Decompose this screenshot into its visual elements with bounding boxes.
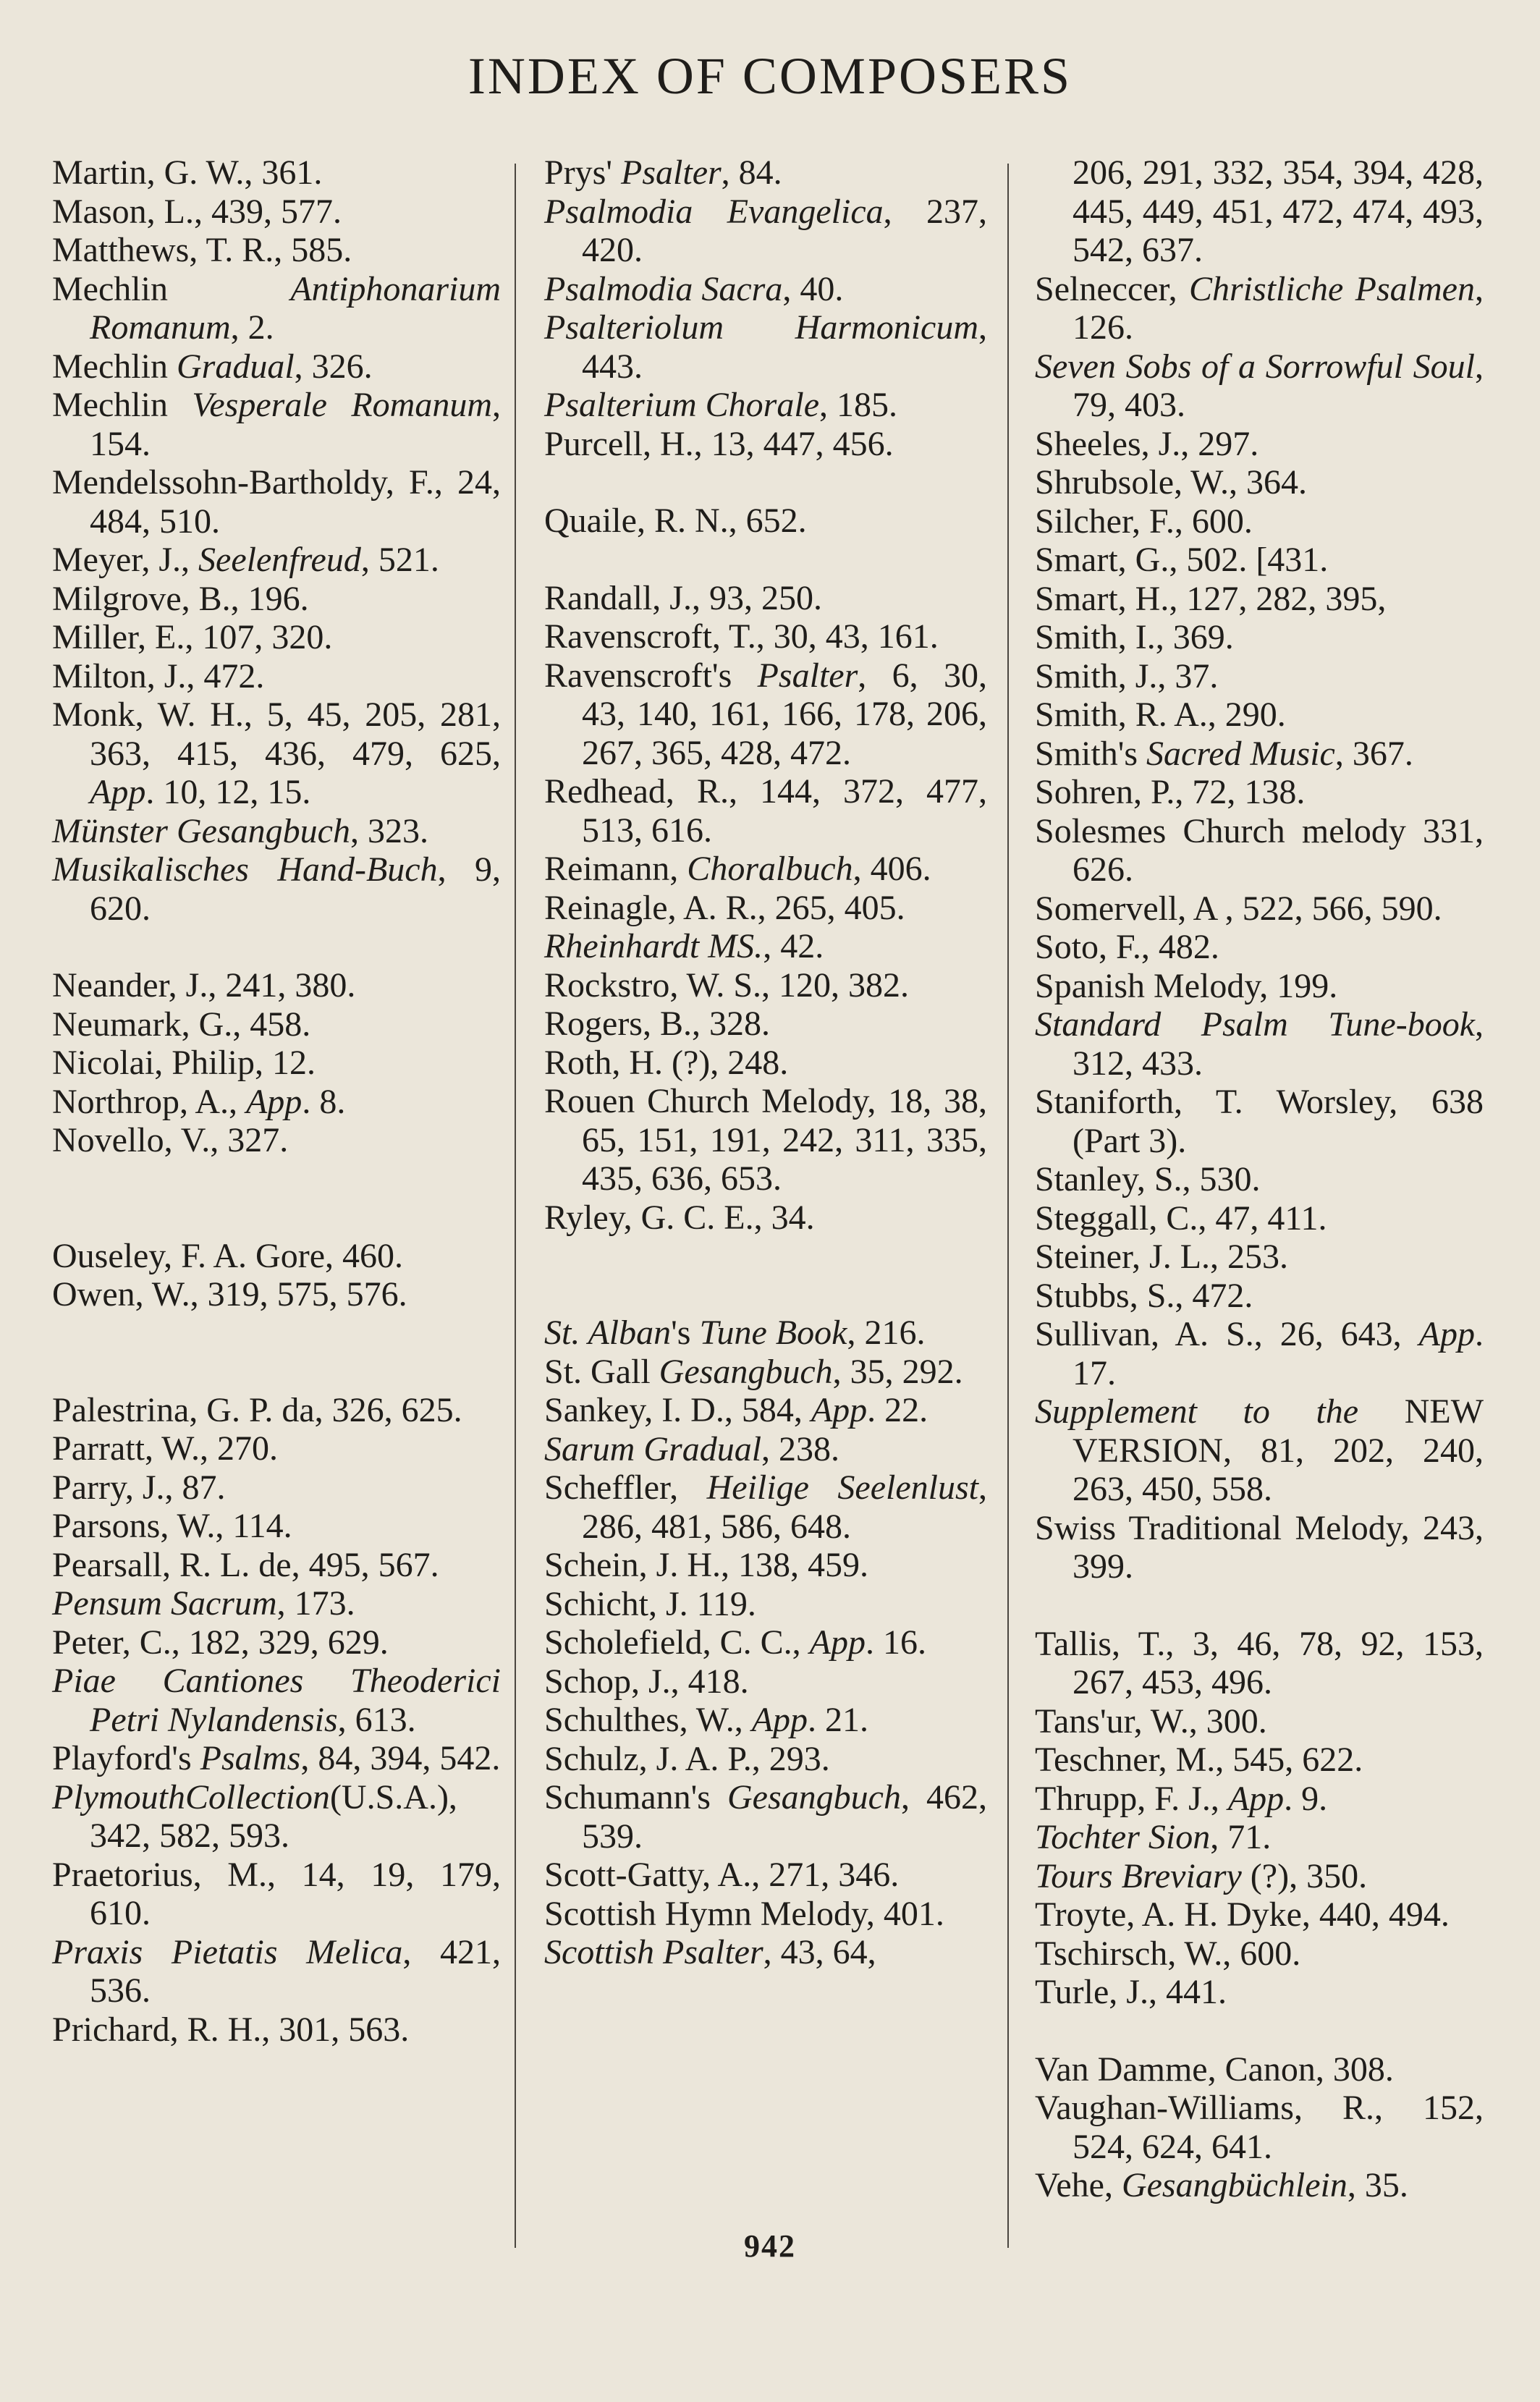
entry-text: , 216. — [847, 1314, 926, 1352]
index-entry — [52, 193, 501, 232]
index-entry — [544, 1895, 987, 1934]
entry-text: Monk, W. H., 5, 45, 205, 281, 363, 415, 436, 479, 625, — [52, 695, 501, 773]
entry-title-italic: Vesperale Romanum — [192, 386, 492, 424]
entry-text: Novello, V., 327. — [52, 1121, 289, 1159]
index-entry — [544, 425, 987, 464]
entry-text: Schulz, J. A. P., 293. — [544, 1739, 830, 1778]
index-entry — [52, 1083, 501, 1122]
index-entry — [1035, 2089, 1484, 2166]
entry-text: . 22. — [867, 1391, 928, 1429]
index-entry — [544, 850, 987, 889]
entry-text: Vaughan-Williams, R., 152, 524, 624, 641. — [1035, 2089, 1484, 2166]
entry-text: Mason, L., 439, 577. — [52, 192, 342, 231]
entry-text: , 421, 536. — [90, 1932, 502, 2010]
entry-spacer — [544, 463, 987, 502]
entry-spacer — [544, 1237, 987, 1314]
index-entry — [52, 347, 501, 386]
index-entry — [1035, 1934, 1484, 1974]
entry-text: Quaile, R. N., 652. — [544, 502, 807, 540]
index-entry — [52, 850, 501, 928]
entry-text: , 521. — [360, 541, 439, 579]
entry-text: Milton, J., 472. — [52, 656, 265, 695]
index-entry — [52, 1623, 501, 1662]
entry-text: Selneccer, — [1035, 269, 1189, 308]
index-entry — [1035, 1083, 1484, 1160]
entry-text: Smart, H., 127, 282, 395, — [1035, 579, 1387, 618]
entry-title-italic: Seven Sobs of a Sorrowful Soul — [1035, 347, 1475, 386]
index-entry — [52, 1933, 501, 2010]
entry-text: Ravenscroft's — [544, 656, 758, 695]
index-entry — [52, 1468, 501, 1507]
entry-title-italic: Psalmodia Sacra — [544, 269, 783, 308]
entry-text: . 10, 12, 15. — [145, 773, 311, 811]
entry-title-italic: Sarum Gradual — [544, 1429, 762, 1468]
index-column-1 — [52, 153, 501, 2049]
index-entry — [1035, 1005, 1484, 1083]
entry-text: , 367. — [1334, 734, 1413, 773]
entry-title-italic: Christliche Psalmen — [1188, 269, 1475, 308]
entry-text: 's — [671, 1314, 700, 1352]
entry-spacer — [52, 1314, 501, 1391]
index-entry — [1035, 1702, 1484, 1741]
entry-title-italic: Tune Book — [699, 1314, 847, 1352]
index-entry — [1035, 153, 1484, 270]
entry-text: , 9, 620. — [90, 850, 501, 928]
index-entry — [544, 1778, 987, 1856]
entry-title-italic: Psalterium Chorale — [544, 386, 819, 424]
index-entry — [52, 1507, 501, 1546]
entry-text: Troyte, A. H. Dyke, 440, 494. — [1035, 1895, 1450, 1934]
entry-text: Scheffler, — [544, 1468, 707, 1507]
entry-title-italic: Psalms — [200, 1739, 301, 1777]
entry-text: Scholefield, C. C., — [544, 1623, 810, 1662]
entry-text: Smith, I., 369. — [1035, 618, 1234, 656]
index-entry — [52, 580, 501, 619]
entry-text: Schicht, J. 119. — [544, 1584, 756, 1623]
index-entry — [544, 308, 987, 386]
index-entry — [52, 1275, 501, 1314]
index-entry — [1035, 1160, 1484, 1199]
entry-text: Vehe, — [1035, 2166, 1122, 2204]
entry-text: . 17. — [1072, 1315, 1484, 1392]
index-column-3 — [1035, 153, 1484, 2205]
index-entry — [52, 270, 501, 347]
index-entry — [544, 656, 987, 773]
entry-text: Smith, J., 37. — [1035, 656, 1219, 695]
entry-text: Parry, J., 87. — [52, 1468, 226, 1507]
page-title: INDEX OF COMPOSERS — [468, 47, 1072, 105]
entry-text: , 237, 420. — [582, 192, 987, 269]
index-entry — [544, 270, 987, 309]
index-entry — [52, 386, 501, 463]
entry-text: Thrupp, F. J., — [1035, 1779, 1228, 1818]
entry-title-italic: App — [751, 1701, 808, 1739]
entry-title-italic: App — [1418, 1315, 1475, 1353]
entry-title-italic: Tours Breviary — [1035, 1856, 1242, 1895]
index-entry — [52, 2010, 501, 2050]
index-entry — [544, 1701, 987, 1740]
entry-text: Stubbs, S., 472. — [1035, 1276, 1253, 1315]
entry-text: Prys' — [544, 153, 622, 192]
index-entry — [52, 541, 501, 580]
entry-text: Meyer, J., — [52, 541, 199, 579]
entry-text: Milgrove, B., 196. — [52, 579, 309, 618]
index-entry — [1035, 1895, 1484, 1934]
entry-title-italic: Psalter — [621, 153, 722, 192]
entry-text: Randall, J., 93, 250. — [544, 578, 822, 617]
entry-title-italic: Gesangbuch — [727, 1778, 901, 1817]
entry-text: Mechlin — [52, 269, 291, 308]
index-column-2 — [544, 153, 987, 1972]
index-entry — [1035, 1392, 1484, 1509]
index-entry — [544, 386, 987, 425]
entry-text: Smith's — [1035, 734, 1147, 773]
entry-text: Scottish Hymn Melody, 401. — [544, 1894, 944, 1933]
index-entry — [1035, 2166, 1484, 2205]
entry-title-italic: Choralbuch — [687, 850, 853, 888]
index-entry — [544, 1933, 987, 1972]
entry-text: NEW VERSION, 81, 202, 240, 263, 450, 558. — [1072, 1392, 1484, 1508]
entry-text: Ryley, G. C. E., 34. — [544, 1198, 815, 1237]
entry-text: , 35. — [1347, 2166, 1408, 2204]
entry-text: Schein, J. H., 138, 459. — [544, 1546, 868, 1584]
entry-text: Palestrina, G. P. da, 326, 625. — [52, 1390, 462, 1429]
index-entry — [544, 1856, 987, 1895]
entry-text: , 173. — [276, 1584, 355, 1623]
index-entry — [1035, 1818, 1484, 1857]
entry-text: Reinagle, A. R., 265, 405. — [544, 888, 905, 927]
entry-text: Rouen Church Melody, 18, 38, 65, 151, 191, 242, 311, 335, 435, 636, 653. — [544, 1082, 987, 1198]
entry-title-italic: Psalter — [757, 656, 858, 695]
entry-text: Martin, G. W., 361. — [52, 153, 323, 192]
entry-text: Spanish Melody, 199. — [1035, 966, 1338, 1005]
index-entry — [1035, 270, 1484, 347]
entry-text: Prichard, R. H., 301, 563. — [52, 2010, 410, 2049]
entry-text: Parsons, W., 114. — [52, 1507, 292, 1545]
entry-text: , 443. — [582, 308, 987, 386]
entry-text: , 2. — [230, 308, 274, 347]
index-entry — [1035, 695, 1484, 735]
index-entry — [1035, 928, 1484, 967]
index-entry — [544, 1585, 987, 1624]
index-entry — [1035, 502, 1484, 541]
index-entry — [1035, 425, 1484, 464]
index-entry — [544, 1353, 987, 1392]
entry-text: , 6, 30, 43, 140, 161, 166, 178, 206, 267, 365, 428, 472. — [582, 656, 987, 772]
entry-text: , 286, 481, 586, 648. — [582, 1468, 987, 1546]
entry-text: Staniforth, T. Worsley, 638 (Part 3). — [1035, 1083, 1484, 1160]
entry-title-italic: Antiphonarium Romanum — [90, 269, 501, 347]
entry-text: Solesmes Church melody 331, 626. — [1035, 811, 1484, 889]
index-entry — [544, 1082, 987, 1198]
index-entry — [544, 1740, 987, 1779]
entry-text: Neander, J., 241, 380. — [52, 966, 356, 1005]
entry-text: Reimann, — [544, 850, 688, 888]
entry-text: , 323. — [350, 811, 428, 850]
entry-text: Sohren, P., 72, 138. — [1035, 773, 1306, 811]
entry-text: , 43, 64, — [763, 1933, 876, 1971]
entry-text: (U.S.A.), 342, 582, 593. — [90, 1777, 457, 1855]
entry-text: Turle, J., 441. — [1035, 1973, 1227, 2011]
entry-spacer — [1035, 1586, 1484, 1625]
entry-title-italic: Scottish Psalter — [544, 1933, 763, 1971]
entry-title-italic: PlymouthCollection — [52, 1777, 330, 1817]
index-entry — [544, 617, 987, 656]
entry-text: Pearsall, R. L. de, 495, 567. — [52, 1545, 439, 1584]
index-entry — [544, 772, 987, 850]
entry-text: Parratt, W., 270. — [52, 1429, 278, 1468]
index-entry — [52, 1391, 501, 1430]
index-entry — [544, 1005, 987, 1044]
entry-title-italic: Pensum Sacrum — [52, 1584, 277, 1623]
index-entry — [544, 153, 987, 193]
entry-text: , 613. — [337, 1700, 416, 1739]
index-entry — [544, 502, 987, 541]
index-entry — [544, 579, 987, 618]
entry-title-italic: St. Alban — [544, 1314, 672, 1352]
entry-text: Purcell, H., 13, 447, 456. — [544, 424, 894, 463]
entry-text: , 84. — [721, 153, 782, 192]
index-entry — [544, 1623, 987, 1662]
index-entry — [52, 1662, 501, 1739]
index-entry — [52, 1121, 501, 1160]
entry-spacer — [544, 541, 987, 579]
entry-text: Ravenscroft, T., 30, 43, 161. — [544, 617, 939, 656]
index-entry — [52, 1856, 501, 1933]
entry-text: Rogers, B., 328. — [544, 1005, 770, 1043]
entry-text: (?), 350. — [1241, 1856, 1368, 1895]
page-number: 942 — [744, 2228, 796, 2264]
index-entry — [52, 618, 501, 657]
index-entry — [1035, 735, 1484, 774]
index-entry — [544, 1468, 987, 1546]
entry-title-italic: Psalteriolum Harmonicum — [544, 308, 978, 347]
entry-text: , 126. — [1072, 269, 1484, 347]
entry-text: , 312, 433. — [1072, 1005, 1484, 1083]
entry-text: Mechlin — [52, 347, 177, 386]
entry-text: Scott-Gatty, A., 271, 346. — [544, 1856, 900, 1894]
entry-text: Playford's — [52, 1739, 200, 1777]
index-entry — [544, 193, 987, 270]
entry-text: Tschirsch, W., 600. — [1035, 1934, 1301, 1973]
entry-title-italic: Münster Gesangbuch — [52, 811, 350, 850]
entry-text: Roth, H. (?), 248. — [544, 1043, 789, 1082]
index-entry — [1035, 812, 1484, 889]
index-entry — [1035, 657, 1484, 696]
entry-text: Smart, G., 502. [431. — [1035, 541, 1329, 579]
index-entry — [544, 1662, 987, 1701]
entry-text: , 84, 394, 542. — [300, 1739, 501, 1777]
index-entry — [52, 1739, 501, 1778]
entry-title-italic: App — [811, 1391, 868, 1429]
entry-text: Schulthes, W., — [544, 1701, 752, 1739]
index-entry — [1035, 580, 1484, 619]
entry-text: Swiss Traditional Melody, 243, 399. — [1035, 1508, 1484, 1586]
entry-text: , 154. — [90, 386, 501, 463]
entry-text: Mendelssohn-Bartholdy, F., 24, 484, 510. — [52, 463, 501, 541]
entry-title-italic: App — [245, 1082, 302, 1121]
index-entry — [1035, 1199, 1484, 1238]
index-entry — [52, 1584, 501, 1623]
index-entry — [1035, 347, 1484, 425]
index-entry — [1035, 1277, 1484, 1316]
index-entry — [544, 1430, 987, 1469]
entry-text: Peter, C., 182, 329, 629. — [52, 1623, 389, 1662]
index-entry — [52, 657, 501, 696]
entry-title-italic: App — [1227, 1779, 1285, 1818]
entry-title-italic: Rheinhardt MS. — [544, 927, 763, 965]
entry-text: . 16. — [865, 1623, 926, 1662]
entry-text: Miller, E., 107, 320. — [52, 618, 333, 656]
entry-text: Sheeles, J., 297. — [1035, 424, 1259, 463]
index-entry — [544, 1546, 987, 1585]
index-entry — [544, 889, 987, 928]
entry-text: Van Damme, Canon, 308. — [1035, 2050, 1394, 2089]
index-entry — [1035, 1741, 1484, 1780]
index-entry — [52, 463, 501, 541]
entry-title-italic: Praxis Pietatis Melica — [52, 1932, 403, 1971]
entry-text: Soto, F., 482. — [1035, 928, 1219, 966]
entry-text: Steggall, C., 47, 411. — [1035, 1198, 1327, 1238]
entry-text: . 9. — [1284, 1779, 1328, 1818]
entry-text: Owen, W., 319, 575, 576. — [52, 1275, 407, 1314]
entry-text: , 79, 403. — [1072, 347, 1484, 424]
entry-text: , 71. — [1210, 1818, 1272, 1856]
index-entry — [1035, 1857, 1484, 1896]
index-entry — [52, 231, 501, 270]
index-entry — [544, 1314, 987, 1353]
entry-spacer — [52, 928, 501, 966]
entry-text: Teschner, M., 545, 622. — [1035, 1741, 1363, 1779]
entry-text: Tallis, T., 3, 46, 78, 92, 153, 267, 453, 496. — [1035, 1624, 1484, 1701]
entry-text: Northrop, A., — [52, 1082, 246, 1121]
entry-text: , 462, 539. — [582, 1778, 988, 1856]
index-entry — [1035, 1509, 1484, 1586]
entry-spacer — [1035, 2012, 1484, 2050]
index-entry — [1035, 618, 1484, 657]
entry-text: , 40. — [782, 269, 844, 308]
index-entry — [1035, 1238, 1484, 1277]
entry-text: Schop, J., 418. — [544, 1662, 749, 1701]
entry-title-italic: Gesangbüchlein — [1121, 2166, 1348, 2204]
entry-title-italic: Seelenfreud — [198, 541, 361, 579]
entry-text: Praetorius, M., 14, 19, 179, 610. — [52, 1855, 501, 1932]
index-entry — [1035, 1973, 1484, 2012]
entry-text: Rockstro, W. S., 120, 382. — [544, 965, 910, 1005]
entry-text: , 406. — [852, 850, 931, 888]
entry-text: St. Gall — [544, 1352, 659, 1391]
entry-title-italic: Musikalisches Hand-Buch — [52, 850, 438, 889]
index-entry — [544, 966, 987, 1005]
index-entry — [52, 1429, 501, 1468]
entry-text: Ouseley, F. A. Gore, 460. — [52, 1236, 403, 1275]
index-entry — [1035, 889, 1484, 929]
index-entry — [544, 1044, 987, 1083]
entry-text: Matthews, T. R., 585. — [52, 231, 352, 269]
entry-title-italic: App — [90, 773, 146, 811]
entry-title-italic: Gesangbuch — [659, 1352, 833, 1391]
index-entry — [52, 1005, 501, 1044]
entry-text: Stanley, S., 530. — [1035, 1160, 1261, 1198]
index-entry — [1035, 541, 1484, 580]
entry-text: Somervell, A , 522, 566, 590. — [1035, 889, 1442, 928]
index-entry — [1035, 1315, 1484, 1392]
entry-title-italic: Heilige Seelenlust — [706, 1468, 978, 1507]
index-entry — [52, 966, 501, 1005]
entry-text: Sankey, I. D., 584, — [544, 1391, 811, 1429]
entry-text: 206, 291, 332, 354, 394, 428, 445, 449, 451, 472, 474, 493, 542, 637. — [1072, 153, 1484, 269]
index-entry — [1035, 2050, 1484, 2089]
column-rule — [515, 164, 516, 2248]
entry-text: , 35, 292. — [832, 1352, 963, 1391]
entry-text: Shrubsole, W., 364. — [1035, 463, 1308, 502]
index-entry — [52, 695, 501, 812]
entry-title-italic: Psalmodia Evangelica — [544, 192, 884, 231]
entry-title-italic: Gradual — [176, 347, 295, 386]
entry-title-italic: Tochter Sion — [1035, 1818, 1211, 1856]
entry-text: Smith, R. A., 290. — [1035, 695, 1286, 734]
index-entry — [52, 153, 501, 193]
entry-title-italic: Supplement to the — [1035, 1392, 1359, 1431]
entry-text: Silcher, F., 600. — [1035, 502, 1253, 541]
index-entry — [544, 1391, 987, 1430]
entry-text: Schumann's — [544, 1778, 728, 1817]
index-entry — [52, 1778, 501, 1856]
index-entry — [52, 812, 501, 851]
entry-spacer — [52, 1160, 501, 1237]
index-entry — [1035, 463, 1484, 502]
entry-text: Mechlin — [52, 386, 192, 424]
entry-text: , 238. — [761, 1429, 840, 1468]
entry-text: , 185. — [819, 386, 897, 424]
index-entry — [1035, 773, 1484, 812]
entry-text: , 326. — [294, 347, 373, 386]
index-entry — [1035, 1780, 1484, 1819]
index-entry — [52, 1044, 501, 1083]
entry-text: . 8. — [302, 1082, 346, 1121]
entry-text: Sullivan, A. S., 26, 643, — [1035, 1315, 1419, 1353]
entry-text: . 21. — [808, 1701, 869, 1739]
column-rule — [1007, 164, 1009, 2248]
index-entry — [544, 1198, 987, 1238]
entry-title-italic: Sacred Music — [1146, 734, 1335, 773]
index-entry — [52, 1237, 501, 1276]
entry-text: Nicolai, Philip, 12. — [52, 1044, 316, 1082]
index-entry — [544, 927, 987, 966]
entry-title-italic: Standard Psalm Tune-book — [1035, 1005, 1475, 1044]
entry-text: Redhead, R., 144, 372, 477, 513, 616. — [544, 772, 987, 850]
index-entry — [1035, 967, 1484, 1006]
index-entry — [52, 1546, 501, 1585]
entry-title-italic: App — [809, 1623, 866, 1662]
entry-text: Steiner, J. L., 253. — [1035, 1238, 1289, 1276]
entry-text: Neumark, G., 458. — [52, 1005, 311, 1044]
entry-title-italic: Piae Cantiones Theoderici Petri Nylandensis — [52, 1662, 501, 1739]
entry-text: Tans'ur, W., 300. — [1035, 1701, 1267, 1741]
index-entry — [1035, 1625, 1484, 1702]
entry-text: , 42. — [763, 927, 824, 965]
